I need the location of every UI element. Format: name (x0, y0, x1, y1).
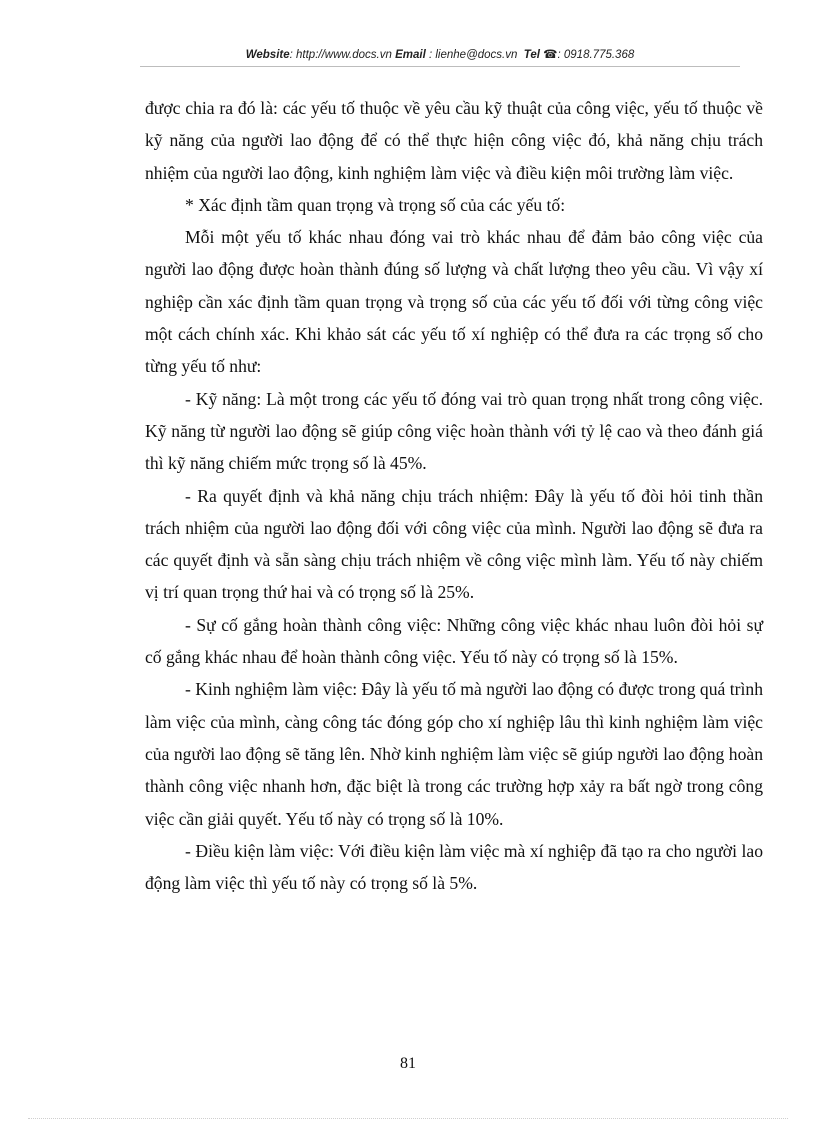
tel-value: : 0918.775.368 (557, 49, 635, 61)
header-divider (140, 66, 740, 67)
email-label: Email (395, 49, 426, 61)
document-body (145, 92, 763, 899)
phone-icon: ☎ (543, 49, 558, 61)
list-item-effort: - Sự cố gắng hoàn thành công việc: Những công việc khác nhau luôn đòi hỏi sự cố gắng khác nhau để hoàn thành công việc. Yếu tố này có trọng số là 15%. (145, 614, 763, 668)
list-item-decision: - Ra quyết định và khả năng chịu trách nhiệm: Đây là yếu tố đòi hỏi tinh thần trách nhiệm của người lao động đối với công việc của mình. Người lao động sẽ đưa ra các quyết định và sẵn sàng chịu trách nhiệm về công việc mình làm. Yếu tố này chiếm vị trí quan trọng thứ hai và có trọng số là 25%. (145, 485, 763, 603)
page-number: 81 (400, 1055, 416, 1072)
section-heading: * Xác định tầm quan trọng và trọng số của các yếu tố: (185, 194, 566, 215)
page-header (140, 47, 740, 61)
website-label: Website (245, 49, 290, 61)
email-value: : lienhe@docs.vn (428, 49, 518, 61)
list-item-skill: - Kỹ năng: Là một trong các yếu tố đóng vai trò quan trọng nhất trong công việc. Kỹ năng từ người lao động sẽ giúp công việc hoàn thành với tỷ lệ cao và theo đánh giá thì kỹ năng chiếm mức trọng số là 45%. (145, 388, 763, 474)
tel-label: Tel (523, 49, 540, 61)
list-item-experience: - Kinh nghiệm làm việc: Đây là yếu tố mà người lao động có được trong quá trình làm việc của mình, càng công tác đóng góp cho xí nghiệp lâu thì kinh nghiệm làm việc của người lao động sẽ tăng lên. Nhờ kinh nghiệm làm việc sẽ giúp người lao động hoàn thành công việc nhanh hơn, đặc biệt là trong các trường hợp xảy ra bất ngờ trong công việc cần giải quyết. Yếu tố này có trọng số là 10%. (145, 679, 763, 829)
paragraph-intro: được chia ra đó là: các yếu tố thuộc về yêu cầu kỹ thuật của công việc, yếu tố thuộc về kỹ năng của người lao động để có thể thực hiện công việc đó, khả năng chịu trách nhiệm của người lao động, kinh nghiệm làm việc và điều kiện môi trường làm việc. (145, 98, 763, 183)
paragraph: Mỗi một yếu tố khác nhau đóng vai trò khác nhau để đảm bảo công việc của người lao động được hoàn thành đúng số lượng và chất lượng theo yêu cầu. Vì vậy xí nghiệp cần xác định tầm quan trọng và trọng số của các yếu tố đối với từng công việc một cách chính xác. Khi khảo sát các yếu tố xí nghiệp có thể đưa ra các trọng số cho từng yếu tố như: (145, 227, 763, 377)
footer-divider (28, 1118, 788, 1119)
website-value: : http://www.docs.vn (289, 49, 392, 61)
list-item-conditions: - Điều kiện làm việc: Với điều kiện làm việc mà xí nghiệp đã tạo ra cho người lao động làm việc thì yếu tố này có trọng số là 5%. (145, 840, 763, 894)
